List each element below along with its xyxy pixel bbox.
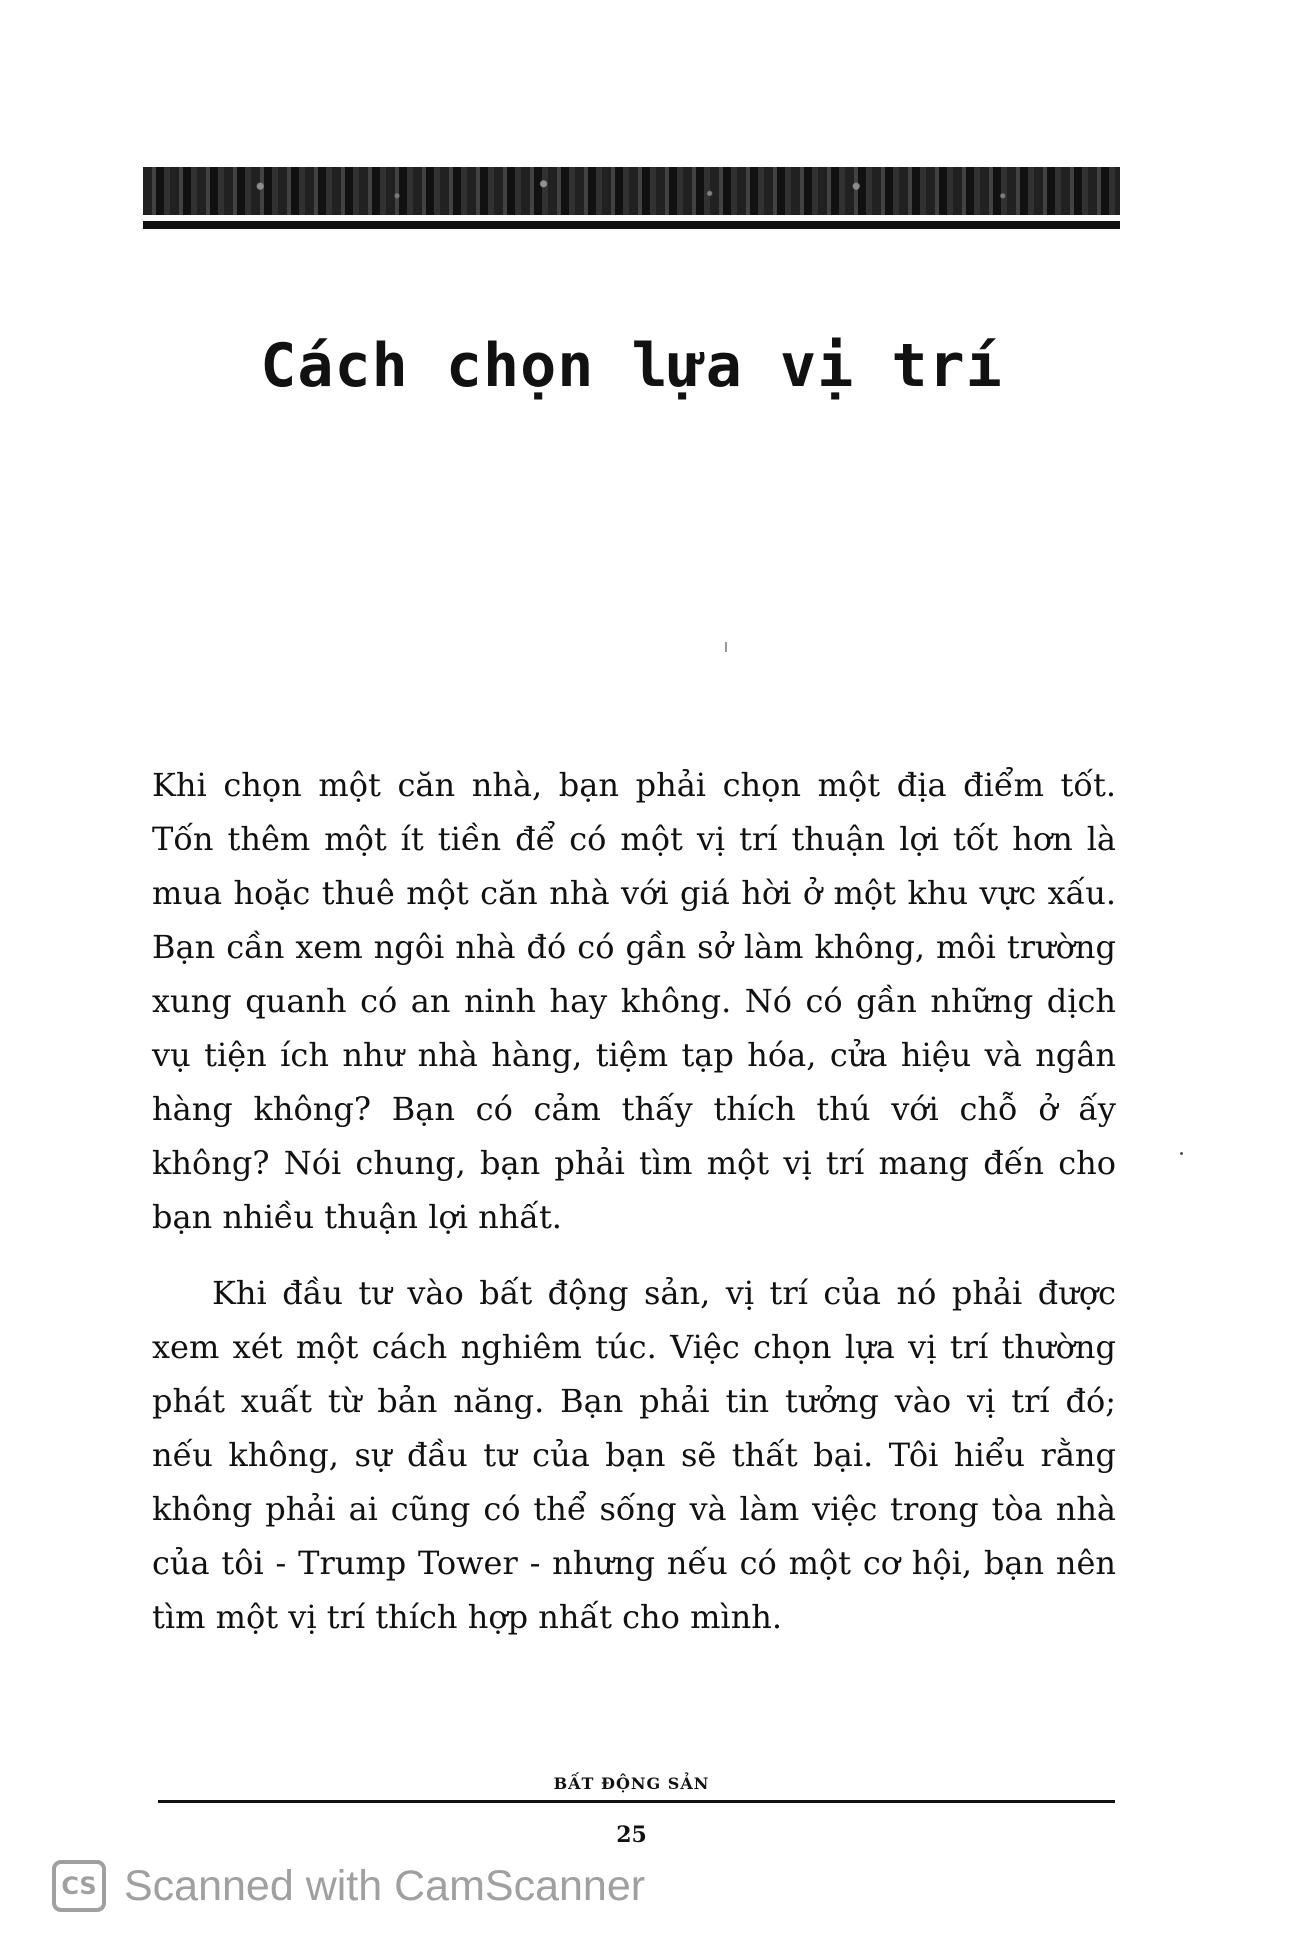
camscanner-logo-icon: CS <box>52 1860 106 1912</box>
scan-artifact-dot <box>1180 1152 1183 1155</box>
chapter-header-ornament <box>143 167 1120 215</box>
watermark-text: Scanned with CamScanner <box>124 1861 646 1910</box>
scan-artifact <box>725 642 727 652</box>
paragraph-2: Khi đầu tư vào bất động sản, vị trí của nó phải được xem xét một cách nghiêm túc. Việc chọn lựa vị trí thường phát xuất từ bản năng. Bạn phải tin tưởng vào vị trí đó; nếu không, sự đầu tư của bạn sẽ thất bại. Tôi hiểu rằng không phải ai cũng có thể sống và làm việc trong tòa nhà của tôi - Trump Tower - nhưng nếu có một cơ hội, bạn nên tìm một vị trí thích hợp nhất cho mình. <box>152 1274 1116 1636</box>
body-text <box>152 758 1116 1644</box>
page-number: 25 <box>616 1822 647 1848</box>
chapter-title: Cách chọn lựa vị trí <box>260 331 1003 401</box>
paragraph-1: Khi chọn một căn nhà, bạn phải chọn một địa điểm tốt. Tốn thêm một ít tiền để có một vị trí thuận lợi tốt hơn là mua hoặc thuê một căn nhà với giá hời ở một khu vực xấu. Bạn cần xem ngôi nhà đó có gần sở làm không, môi trường xung quanh có an ninh hay không. Nó có gần những dịch vụ tiện ích như nhà hàng, tiệm tạp hóa, cửa hiệu và ngân hàng không? Bạn có cảm thấy thích thú với chỗ ở ấy không? Nói chung, bạn phải tìm một vị trí mang đến cho bạn nhiều thuận lợi nhất. <box>152 766 1116 1236</box>
camscanner-watermark <box>52 1858 645 1914</box>
chapter-header-rule <box>143 221 1120 229</box>
footer-rule <box>158 1800 1115 1803</box>
running-footer-title: BẤT ĐỘNG SẢN <box>553 1774 710 1793</box>
